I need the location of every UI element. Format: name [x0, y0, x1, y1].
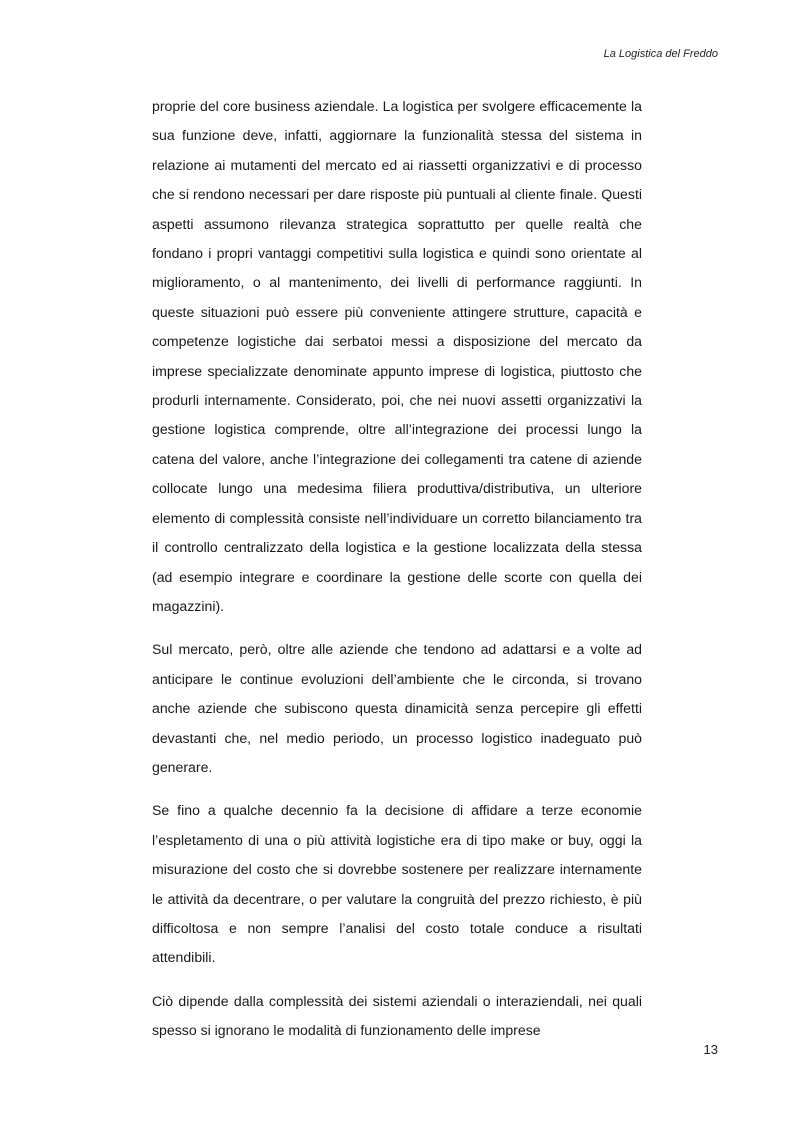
body-text	[152, 92, 642, 1060]
paragraph-2: Sul mercato, però, oltre alle aziende che tendono ad adattarsi e a volte ad anticipare le continue evoluzioni dell’ambiente che le circonda, si trovano anche aziende che subiscono questa dinamicità senza percepire gli effetti devastanti che, nel medio periodo, un processo logistico inadeguato può generare.	[152, 641, 642, 775]
running-header: La Logistica del Freddo	[603, 48, 718, 60]
paragraph-1: proprie del core business aziendale. La logistica per svolgere efficacemente la sua funzione deve, infatti, aggiornare la funzionalità stessa del sistema in relazione ai mutamenti del mercato ed ai riassetti organizzativi e di processo che si rendono necessari per dare risposte più puntuali al cliente finale. Questi aspetti assumono rilevanza strategica soprattutto per quelle realtà che fondano i propri vantaggi competitivi sulla logistica e quindi sono orientate al miglioramento, o al mantenimento, dei livelli di performance raggiunti. In queste situazioni può essere più conveniente attingere strutture, capacità e competenze logistiche dai serbatoi messi a disposizione del mercato da imprese specializzate denominate appunto imprese di logistica, piuttosto che produrli internamente. Considerato, poi, che nei nuovi assetti organizzativi la gestione logistica comprende, oltre all’integrazione dei processi lungo la catena del valore, anche l’integrazione dei collegamenti tra catene di aziende collocate lungo una medesima filiera produttiva/distributiva, un ulteriore elemento di complessità consiste nell’individuare un corretto bilanciamento tra il controllo centralizzato della logistica e la gestione localizzata della stessa (ad esempio integrare e coordinare la gestione delle scorte con quella dei magazzini).	[152, 98, 642, 614]
paragraph-4: Ciò dipende dalla complessità dei sistemi aziendali o interaziendali, nei quali spesso si ignorano le modalità di funzionamento delle imprese	[152, 992, 642, 1039]
paragraph-3: Se fino a qualche decennio fa la decisione di affidare a terze economie l’espletamento di una o più attività logistiche era di tipo make or buy, oggi la misurazione del costo che si dovrebbe sostenere per realizzare internamente le attività da decentrare, o per valutare la congruità del prezzo richiesto, è più difficoltosa e non sempre l’analisi del costo totale conduce a risultati attendibili.	[152, 802, 642, 966]
page-number: 13	[703, 1042, 718, 1057]
